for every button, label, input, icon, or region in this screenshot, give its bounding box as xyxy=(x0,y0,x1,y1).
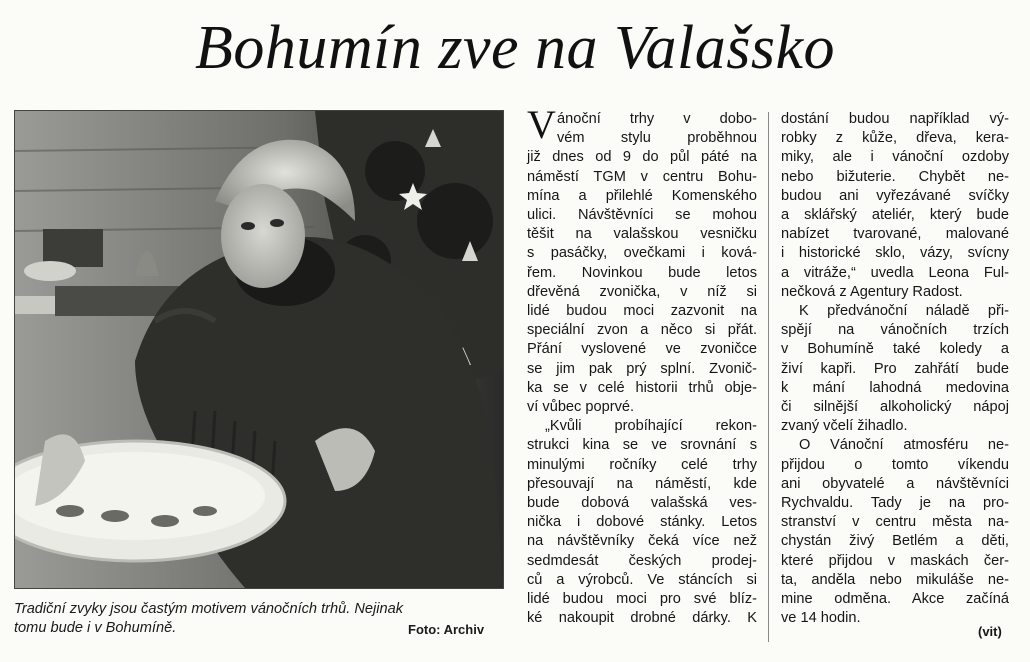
text-line: s pasáčky, ovečkami i ková- xyxy=(527,245,757,262)
text-line: minulými ročníky celé trhy xyxy=(527,456,757,473)
text-line: O Vánoční atmosféru ne- xyxy=(799,437,1009,454)
photo-image xyxy=(15,111,503,588)
text-line: lidé budou moci zazvonit na xyxy=(527,303,757,320)
article-photo xyxy=(14,110,504,589)
text-line: těšit na valašskou vesničku xyxy=(527,226,757,243)
text-line: dřevěná zvonička, v níž si xyxy=(527,283,757,300)
photo-caption-line-2: tomu bude i v Bohumíně. xyxy=(14,620,177,636)
text-line: ulici. Návštěvníci se mohou xyxy=(527,207,757,224)
text-line: budou ani vyřezávané svíčky xyxy=(781,187,1009,204)
text-line: lidé budou moci pro své blíz- xyxy=(527,591,757,608)
column-divider xyxy=(768,112,769,642)
text-line: mine odměna. Akce začíná xyxy=(781,591,1009,608)
text-line: chystán živý Betlém a děti, xyxy=(781,533,1009,550)
text-line: přijdou o tomto víkendu xyxy=(781,456,1009,473)
text-line: bude dobová valašská ves- xyxy=(527,495,757,512)
article-column-1 xyxy=(527,110,757,628)
text-line: nička i dobové stánky. Letos xyxy=(527,514,757,531)
text-line: živí kapři. Pro zahřátí bude xyxy=(781,360,1009,377)
text-line: ců a výrobců. Ve stáncích si xyxy=(527,571,757,588)
photo-credit: Foto: Archiv xyxy=(408,622,485,637)
drop-cap: V xyxy=(527,102,556,147)
text-line: které přijdou v maskách čer- xyxy=(781,552,1009,569)
text-line: řem. Novinkou bude letos xyxy=(527,264,757,281)
text-line: v Bohumíně také koledy a xyxy=(781,341,1009,358)
text-line: již dnes od 9 do půl páté na xyxy=(527,149,757,166)
text-line: vém stylu proběhnou xyxy=(557,130,757,147)
text-line: se jim pak prý splní. Zvonič- xyxy=(527,360,757,377)
photo-caption-line-1: Tradiční zvyky jsou častým motivem vánočních trhů. Nejinak xyxy=(14,601,404,617)
text-line: a vitráže,“ uvedla Leona Ful- xyxy=(781,264,1009,281)
text-line: k mání lahodná medovina xyxy=(781,379,1009,396)
text-line: dostání budou například vý- xyxy=(781,111,1009,127)
text-line: a sklářský ateliér, který bude xyxy=(781,207,1009,224)
article-column-2 xyxy=(781,110,1009,628)
text-line: ani obyvatelé a návštěvníci xyxy=(781,475,1009,492)
text-line: nebo bižuterie. Chybět ne- xyxy=(781,168,1009,185)
text-line: náměstí TGM v centru Bohu- xyxy=(527,168,757,185)
text-line: strukci kina se ve srovnání s xyxy=(527,437,757,454)
text-line: ánoční trhy v dobo- xyxy=(557,111,757,127)
text-line: nabízet tvarované, malované xyxy=(781,226,1009,243)
text-line: ví vůbec poprvé. xyxy=(527,399,635,416)
text-line: robky z kůže, dřeva, kera- xyxy=(781,130,1009,147)
text-line: nečková z Agentury Radost. xyxy=(781,283,963,300)
text-line: K předvánoční náladě při- xyxy=(799,303,1009,320)
text-line: či silnější alkoholický nápoj xyxy=(781,399,1009,416)
text-line: ta, anděla nebo mikuláše ne- xyxy=(781,571,1009,588)
text-line: miky, ale i vánoční ozdoby xyxy=(781,149,1009,166)
text-line: na návštěvníky čeká více než xyxy=(527,533,757,550)
text-line: sedmdesát českých prodej- xyxy=(527,552,757,569)
text-line: ké nakoupit drobné dárky. K xyxy=(527,610,757,627)
text-line: i historické sklo, vázy, svícny xyxy=(781,245,1009,262)
text-line: spějí na vánočních trzích xyxy=(781,322,1009,339)
article-headline: Bohumín zve na Valašsko xyxy=(194,14,836,82)
text-line: přesouvají na náměstí, kde xyxy=(527,475,757,492)
text-line: Přání vyslovené ve zvoničce xyxy=(527,341,757,358)
text-line: ve 14 hodin. xyxy=(781,610,861,627)
text-line: stranství v centru města na- xyxy=(781,514,1009,531)
text-line: ka se v celé historii trhů obje- xyxy=(527,379,757,396)
text-line: speciální zvon a něco si přát. xyxy=(527,322,757,339)
text-line: Rychvaldu. Tady je na pro- xyxy=(781,495,1009,512)
author-signature: (vit) xyxy=(978,624,1002,639)
text-line: zvaný včelí žihadlo. xyxy=(781,418,908,435)
text-line: mína a přilehlé Komenského xyxy=(527,187,757,204)
text-line: „Kvůli probíhající rekon- xyxy=(545,418,757,435)
